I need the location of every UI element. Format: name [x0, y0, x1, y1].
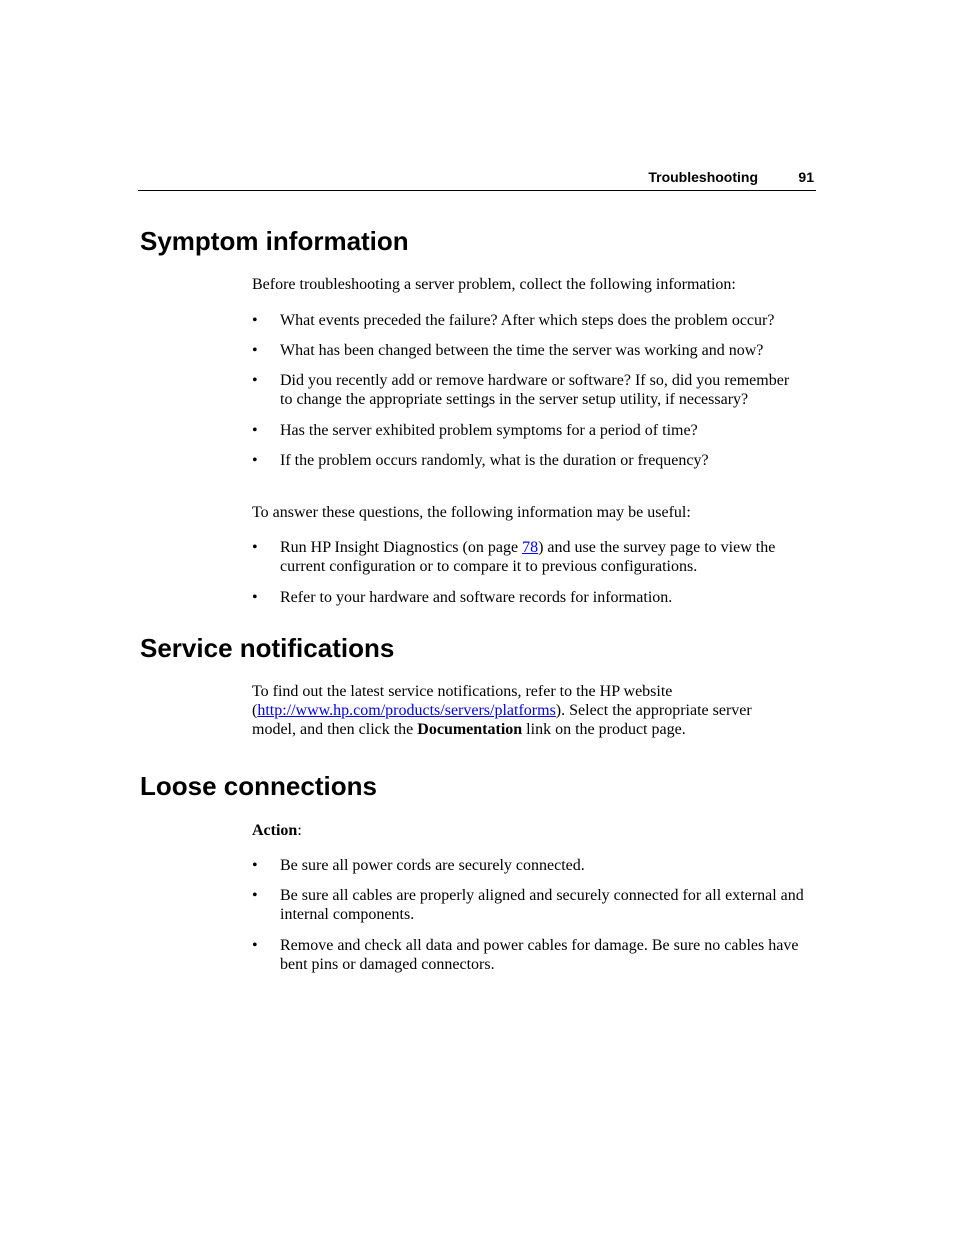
list-item — [252, 341, 817, 360]
list-item-text: Has the server exhibited problem symptoms for a period of time? — [280, 422, 698, 439]
symptom-intro: Before troubleshooting a server problem, collect the following information: — [252, 276, 736, 293]
loose-connections-list — [252, 856, 817, 974]
hp-platforms-link[interactable]: http://www.hp.com/products/servers/platforms — [257, 702, 556, 719]
bullet-icon: • — [252, 539, 258, 556]
bullet-icon: • — [252, 937, 258, 954]
list-item-text-after: ) and use the survey page to view the current configuration or to compare it to previous configurations. — [280, 539, 776, 575]
running-header — [138, 168, 816, 191]
list-item — [252, 451, 817, 470]
list-item-text: What events preceded the failure? After which steps does the problem occur? — [280, 312, 775, 329]
list-item — [252, 371, 790, 409]
bullet-icon: • — [252, 342, 258, 359]
list-item — [252, 936, 810, 974]
heading-service-notifications: Service notifications — [140, 633, 395, 663]
answer-list — [252, 538, 817, 607]
service-text-3: link on the product page. — [522, 721, 686, 738]
bullet-icon: • — [252, 372, 258, 389]
bullet-icon: • — [252, 312, 258, 329]
list-item-text: Remove and check all data and power cables for damage. Be sure no cables have bent pins or damaged connectors. — [280, 937, 799, 973]
bullet-icon: • — [252, 887, 258, 904]
list-item-text: Be sure all power cords are securely connected. — [280, 857, 585, 874]
action-label: Action — [252, 822, 298, 839]
list-item — [252, 538, 817, 576]
list-item — [252, 886, 817, 924]
list-item — [252, 588, 817, 607]
action-label-line — [252, 821, 817, 840]
list-item-text: Be sure all cables are properly aligned and securely connected for all external and internal components. — [280, 887, 804, 923]
list-item — [252, 421, 817, 440]
list-item-text: Refer to your hardware and software records for information. — [280, 589, 673, 606]
heading-symptom-information: Symptom information — [140, 226, 409, 256]
list-item-text: If the problem occurs randomly, what is the duration or frequency? — [280, 452, 709, 469]
service-text-1: To find out the latest service notifications, refer to the HP website ( — [252, 683, 673, 719]
bullet-icon: • — [252, 589, 258, 606]
action-colon: : — [297, 822, 302, 839]
header-page-number: 91 — [798, 169, 814, 185]
list-item — [252, 856, 817, 875]
bullet-icon: • — [252, 857, 258, 874]
symptom-question-list — [252, 311, 817, 470]
list-item-text-before: Run HP Insight Diagnostics (on page — [280, 539, 523, 556]
list-item-text: Did you recently add or remove hardware or software? If so, did you remember to change the appropriate settings in the server setup utility, if necessary? — [280, 372, 790, 408]
heading-loose-connections: Loose connections — [140, 771, 377, 801]
bullet-icon: • — [252, 422, 258, 439]
bullet-icon: • — [252, 452, 258, 469]
service-paragraph — [252, 682, 797, 739]
header-section-title: Troubleshooting — [648, 169, 758, 185]
answer-intro: To answer these questions, the following information may be useful: — [252, 504, 691, 521]
list-item — [252, 311, 817, 330]
page-78-link[interactable]: 78 — [522, 539, 539, 556]
documentation-bold: Documentation — [417, 721, 523, 738]
service-text-2: ). Select the appropriate server model, and then click the — [252, 702, 752, 738]
list-item-text: What has been changed between the time the server was working and now? — [280, 342, 764, 359]
